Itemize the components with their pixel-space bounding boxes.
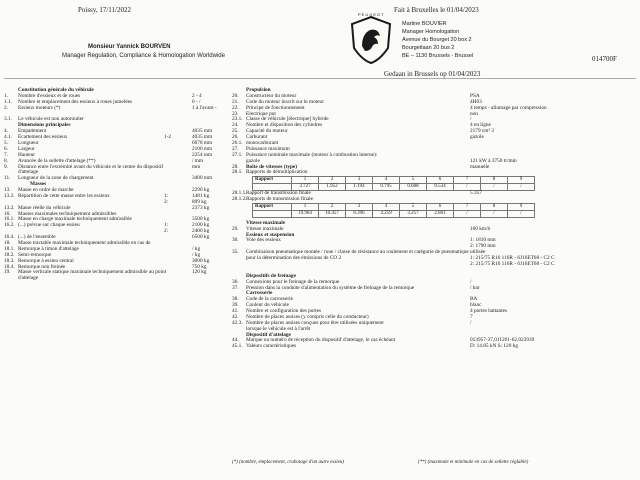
spec-label: Vitesse maximale [246,219,286,226]
spec-number: 13. [4,186,11,193]
ratio-cell: 1.952 [319,184,346,191]
right-column [232,88,636,350]
ratio-cell: Rapport [253,177,292,184]
spec-label: Avancée de la sellette d'attelage (**) [18,157,96,164]
spec-label: Dispositifs de freinage [246,272,296,279]
spec-label: Dispositif d'attelage [246,331,291,338]
spec-label: Dimensions principales [18,122,71,129]
spec-label: Essieux moteurs (*) [18,104,61,111]
spec-value: 5.357 [470,190,482,197]
spec-number: 30. [232,237,239,244]
ratio-cell: 7 [454,203,481,210]
ratio-cell: 4 [373,203,400,210]
footnote-right: (**) (maximale et minimale en cas de sellette réglable) [418,460,529,465]
spec-label: Ecartement des essieux [18,134,68,141]
ratio-cell: Rapport [253,203,292,210]
ratio-cell: / [508,210,535,217]
spec-value: 3400 mm [192,175,213,182]
spec-label: Répartition de cette masse entre les essieux [18,192,110,199]
spec-number: 44. [232,337,239,344]
spec-label: Masse en ordre de marche [18,186,74,193]
ratio-cell: 6.396 [346,210,373,217]
spec-number: 1.1. [4,98,12,105]
spec-value: 6678 mm [192,140,213,147]
spec-value: 2100 kg [192,222,210,229]
spec-value: manuelle [470,163,490,170]
spec-number: 18. [4,239,11,246]
left-column [4,88,226,282]
spec-number: 19. [4,269,11,276]
spec-number: 18.2. [4,251,15,258]
spec-number: 45.1. [232,343,243,350]
spec-number: 16.1. [4,216,15,223]
spec-number: 7. [4,151,8,158]
spec-label: Electrique pur [246,110,277,117]
spec-number: 27. [232,145,239,152]
spec-value: / [470,116,472,123]
ratio-cell: 4.259 [373,210,400,217]
ratio-cell: 4 [373,177,400,184]
spec-number: 2. [4,104,8,111]
spec-value: 4H03 [470,98,482,105]
signatory-name: Monsieur Yannick BOURVEN [88,44,171,50]
spec-number: 20. [232,92,239,99]
spec-label: Masse tractable maximale techniquement admissible en cas de [18,239,151,246]
spec-label: Nombre et emplacement des essieux à roues jumelées [18,98,132,105]
spec-value: 4 en ligne [470,122,491,129]
spec-value: 3000 kg [192,257,210,264]
spec-number: 16.4. [4,234,15,241]
spec-value: 4 portes battantes [470,308,508,315]
spec-label: Largeur [18,145,35,152]
spec-label: Vitesse maximale [246,225,284,232]
spec-value: / kg [192,245,201,252]
spec-value: blanc [470,302,482,309]
spec-label: Remorque à essieu central [18,257,74,264]
ratio-cell: / [454,210,481,217]
spec-label: Marque ou numéro de réception du dispositif d'attelage, le cas échéant [246,337,396,344]
spec-label: Masses [30,181,47,188]
ratio-cell: 2.861 [427,210,454,217]
spec-value: 6500 kg [192,234,210,241]
spec-number: 11. [4,175,11,182]
stamp-line: Martine BOUVIER [402,21,447,27]
ratio-cell: 1.194 [346,184,373,191]
spec-number: 18.4. [4,263,15,270]
stamp-line: BE – 1130 Brussels - Brussel [402,53,474,59]
spec-number: 18.1. [4,245,15,252]
ratio-cell: 0.534 [427,184,454,191]
spec-label: Puissance nominale maximale (moteur à combustion interne): [246,151,378,158]
spec-number: 9. [4,163,8,170]
spec-value: 2179 cm³ 3 [470,128,494,135]
spec-label: Remorque non freinée [18,263,66,270]
spec-value: PSA [470,92,480,99]
signatory-title: Manager Regulation, Compliance & Homologation Worldwide [62,53,225,59]
ratio-cell: 19.964 [292,210,319,217]
spec-label: Rapport de transmission finale [246,190,311,197]
ratio-cell: 9 [508,177,535,184]
spec-label: Masse en charge maximale techniquement admissible [18,216,132,223]
spec-value: 121 kW à 3750 tr/min [470,157,517,164]
spec-number: 13.2. [4,192,15,199]
spec-value: mm [192,163,201,170]
spec-value: 4035 mm [192,134,213,141]
spec-label: Code du moteur inscrit sur le moteur [246,98,324,105]
spec-value: / [470,278,472,285]
spec-number: 24. [232,122,239,129]
place-date: Poissy, 17/11/2022 [78,6,131,14]
spec-label: Constitution générale du véhicule [18,87,94,93]
spec-value: / [470,319,472,326]
ratio-cell: 3.727 [292,184,319,191]
spec-number: 16.2. [4,222,15,229]
spec-row [232,170,636,176]
spec-value: / kg [192,251,201,258]
spec-label: Distance entre l'extrémité avant du véhicule et le centre du dispositif d'attelage [18,163,164,176]
ratio-cell: 1 [292,177,319,184]
homologation-stamp [402,20,473,60]
spec-label: Pression dans la conduite d'alimentation du système de freinage de la remorque [246,284,415,291]
spec-label: Classe de véhicule [électrique] hybride [246,116,329,123]
spec-label: Connexions pour le freinage de la remorque [246,278,340,285]
spec-value: 2373 kg [192,204,210,211]
spec-label: Capacité du moteur [246,128,288,135]
spec-value: 2100 mm [192,145,213,152]
ratio-cell: 3 [346,203,373,210]
spec-number: 37. [232,284,239,291]
ratio-cell: 8 [481,177,508,184]
spec-value: 2290 kg [192,186,210,193]
spec-label: Nombre et disposition des cylindres [246,122,323,129]
spec-value: 809 kg [192,198,207,205]
spec-axle: 1-2 [164,134,172,141]
spec-label: Masse réelle du véhicule [18,204,71,211]
stamp-line: Manager Homologation [402,29,460,35]
spec-label: Le véhicule est non autoroutier [18,116,84,123]
peugeot-wordmark: PEUGEOT [358,12,385,17]
ratio-cell: 3.257 [400,210,427,217]
spec-value: 2400 kg [192,228,210,235]
spec-number: 4. [4,128,8,135]
ratio-cell: 2 [319,203,346,210]
spec-label: gazole [246,157,260,164]
done-in-date: Gedaan in Brussels op 01/04/2023 [384,70,481,78]
spec-row [4,270,226,282]
spec-value: 0 - / [192,98,201,105]
spec-label: Propulsion [246,87,271,93]
spec-value: 1481 kg [192,192,210,199]
spec-row [232,321,636,333]
spec-label: Remorque à timon d'attelage [18,245,79,252]
made-at-date: Fait à Bruxelles le 01/04/2023 [394,6,479,14]
ratio-row [253,177,535,184]
spec-number: 16. [4,210,11,217]
spec-axle: 2: [164,228,169,235]
spec-number: 38. [232,296,239,303]
spec-number: 36. [232,278,239,285]
spec-number: 21. [232,98,239,105]
spec-value: 3500 kg [192,216,210,223]
spec-number: 28. [232,163,239,170]
spec-label: Puissance maximum [246,145,290,152]
spec-label: Carburant [246,134,268,141]
peugeot-lion-shield-icon [350,16,392,64]
spec-label: Combinaison pneumatique montée / roue / classe de résistance au roulement et catégorie de pneumatique utilisée [246,249,486,256]
ratio-cell [253,210,292,217]
stamp-line: Bourgetlaan 20 bus 2 [402,45,455,51]
ratio-cell: 6 [427,177,454,184]
spec-label: Empattement [18,128,47,135]
spec-number: 27.1. [232,151,243,158]
spec-value: 1 à l'avant - [192,104,217,111]
spec-axle: 1: [164,222,169,229]
spec-value: 2 - 4 [192,92,202,99]
spec-value: BA [470,296,478,303]
spec-label: (...) prévue sur chaque essieu [18,222,80,229]
spec-value: 1: 1810 mm [470,237,496,244]
spec-label: Hauteur [18,151,36,158]
ratio-row [253,210,535,217]
spec-number: 25. [232,128,239,135]
stamp-line: Avenue du Bourget 20 box 2 [402,37,472,43]
spec-row [232,344,636,350]
ratio-cell: 3 [346,177,373,184]
spec-label: Rapports de démultiplication [246,169,308,176]
spec-number: 23. [232,110,239,117]
ratio-cell: 5 [400,203,427,210]
spec-value: 160 km/h [470,225,491,232]
spec-label: Nombre d'essieux et de roues [18,92,81,99]
spec-number: 35. [232,249,239,256]
spec-axle: 1: [164,192,169,199]
spec-number: 28.1.1. [232,190,247,197]
spec-label: Longueur de la zone de chargement [18,175,94,182]
spec-label: Carrosserie [246,290,273,297]
ratio-cell: 0.795 [373,184,400,191]
ratio-cell: / [481,210,508,217]
spec-number: 39. [232,302,239,309]
ratio-cell: 2 [319,177,346,184]
spec-value: 2: 1790 mm [470,243,496,250]
spec-value: 4 temps - allumage par compression [470,104,547,111]
spec-label: monocarburant [246,140,279,147]
spec-label: Voie des essieux [246,237,281,244]
spec-label: Longueur [18,140,39,147]
spec-label: Principe de fonctionnement [246,104,305,111]
ratio-row [253,203,535,210]
spec-number: 22. [232,104,239,111]
spec-number: 23.1. [232,116,243,123]
ratio-cell: / [454,184,481,191]
spec-label: (...) de l'ensemble [18,234,56,241]
spec-value: 7 [470,314,473,321]
spec-value: 120 kg [192,269,207,276]
header-divider [4,78,636,79]
footnote-left: (*) (nombre, emplacement, crabotage d'un autre essieu) [232,460,345,465]
spec-label: Nombre de places assises conçues pour être utilisées uniquement lorsque le véhicule est à l'arrêt [246,319,384,332]
spec-label: Nombre de places assises (y compris celle du conducteur) [246,314,369,321]
final-drive-ratio-table [252,203,535,218]
ratio-cell: 7 [454,177,481,184]
spec-value: 2: 215/75 R16 116R - 6J16ET68 - C2 C [470,261,555,267]
ratio-cell: 8 [481,203,508,210]
spec-number: 42.3. [232,319,243,326]
spec-label: Constructeur du moteur [246,92,297,99]
spec-number: 41. [232,308,239,315]
gear-ratio-table [252,176,535,191]
spec-row [232,197,636,203]
ratio-cell: / [481,184,508,191]
ratio-cell: 0.608 [400,184,427,191]
spec-label: Masses maximales techniquement admissibles [18,210,117,217]
spec-value: 1: 215/75 R16 116R - 6J16ET68 - C2 C [470,255,555,262]
spec-value: 4035 mm [192,128,213,135]
spec-axle: 2: [164,198,169,205]
spec-number: 5. [4,140,8,147]
spec-label: Couleur du véhicule [246,302,289,309]
ratio-cell: / [508,184,535,191]
spec-number: 28.1. [232,169,243,176]
spec-number: 6. [4,145,8,152]
spec-number: 28.1.2. [232,196,247,203]
spec-value: 2254 mm [192,151,213,158]
spec-label: Semi-remorque [18,251,51,258]
ratio-cell: 6 [427,203,454,210]
spec-value: 750 kg [192,263,207,270]
spec-number: 13.2. [4,204,15,211]
spec-number: 26.1. [232,140,243,147]
spec-number: 4.1. [4,134,12,141]
spec-number: 26. [232,134,239,141]
spec-label: pour la détermination des émissions de CO 2 [246,255,342,262]
spec-label: Boîte de vitesses (type) [246,163,298,170]
ratio-cell: 1 [292,203,319,210]
spec-label: Rapports de transmission finale [246,196,313,203]
spec-number: 3.1. [4,116,12,123]
document-code: 014700F [592,55,617,63]
spec-label: Masse verticale statique maximale techniquement admissible au point d'attelage [18,269,167,282]
spec-number: 29. [232,225,239,232]
spec-label: Valeurs caractéristiques [246,343,297,350]
spec-value: D: 14.85 kN S: 120 kg [470,343,518,350]
spec-value: gazole [470,134,484,141]
spec-number: 1. [4,92,8,99]
ratio-cell: 5 [400,177,427,184]
spec-value: / mm [192,157,204,164]
spec-label: Code de la carrosserie [246,296,293,303]
spec-value: 013957-37,011261-62,023939 [470,337,535,344]
spec-value: / bar [470,284,480,291]
spec-label: Nombre et configuration des portes [246,308,322,315]
spec-number: 8. [4,157,8,164]
spec-label: Essieux et suspension [246,231,295,238]
spec-number: 42. [232,314,239,321]
spec-number: 18.3. [4,257,15,264]
ratio-cell: 10.457 [319,210,346,217]
ratio-cell: 9 [508,203,535,210]
spec-value: non [470,110,478,117]
